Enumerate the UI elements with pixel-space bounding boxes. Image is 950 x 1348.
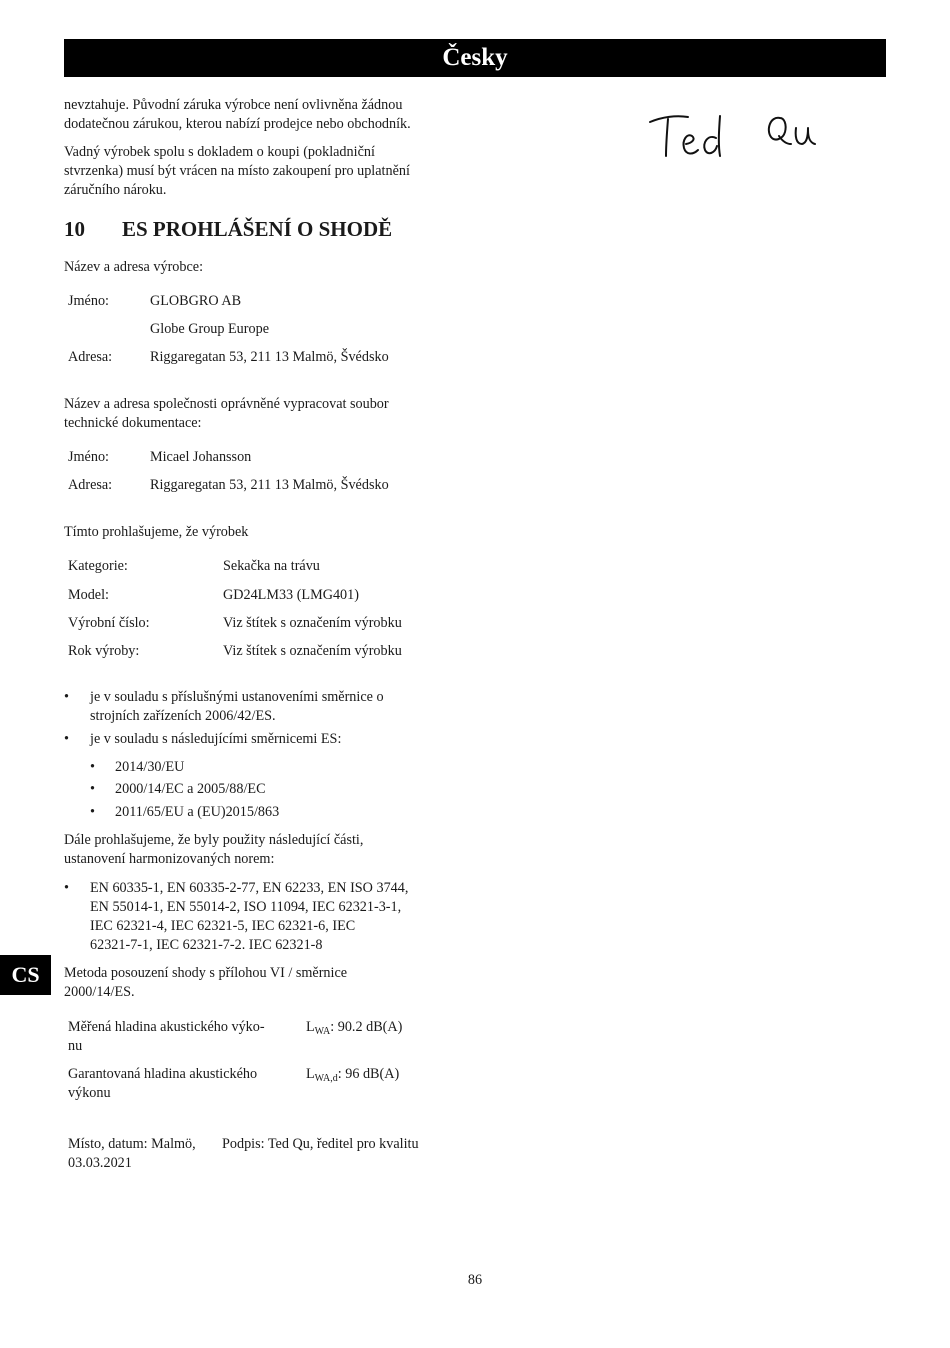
language-side-tab: CS — [0, 955, 51, 995]
place-date-line: 03.03.2021 — [68, 1155, 132, 1171]
compliance-item-2: je v souladu s následujícími směrnicemi ES: — [90, 731, 342, 747]
bullet-icon: • — [90, 759, 95, 775]
standards-line: EN 60335-1, EN 60335-2-77, EN 62233, EN ISO 3744, — [90, 880, 409, 896]
handwritten-signature — [640, 100, 840, 170]
place-date — [68, 1135, 196, 1173]
measured-value: : 90.2 dB(A) — [330, 1019, 403, 1035]
measured-label-line: Měřená hladina akustického výko- — [68, 1019, 265, 1035]
tech-docs-address-value: Riggaregatan 53, 211 13 Malmö, Švédsko — [150, 477, 389, 493]
standards-line: 62321-7-1, IEC 62321-7-2. IEC 62321-8 — [90, 937, 323, 953]
intro-line: nevztahuje. Původní záruka výrobce není ovlivněna žádnou — [64, 97, 403, 113]
guaranteed-label-line: Garantovaná hladina akustického — [68, 1066, 258, 1082]
standards-intro — [64, 831, 459, 869]
tech-docs-intro-line: Název a adresa společnosti oprávněné vypracovat soubor — [64, 396, 389, 412]
signature-caption: Podpis: Ted Qu, ředitel pro kvalitu — [222, 1136, 419, 1152]
product-row-value: GD24LM33 (LMG401) — [223, 587, 359, 603]
guaranteed-subscript: WA,d — [314, 1073, 338, 1084]
tech-docs-name-value: Micael Johansson — [150, 449, 252, 465]
bullet-icon: • — [90, 781, 95, 797]
assessment-line: Metoda posouzení shody s přílohou VI / směrnice — [64, 965, 348, 981]
page-header-title: Česky — [64, 39, 886, 77]
intro-paragraph-1 — [64, 96, 459, 134]
guaranteed-value: : 96 dB(A) — [337, 1066, 400, 1082]
standards-intro-line: ustanovení harmonizovaných norem: — [64, 851, 275, 867]
product-row-label: Model: — [68, 587, 109, 603]
measured-level-label — [68, 1018, 265, 1056]
product-row-value: Viz štítek s označením výrobku — [223, 615, 402, 631]
manufacturer-address-label: Adresa: — [68, 349, 113, 365]
intro-line: záručního nároku. — [64, 182, 167, 198]
directive-item: 2014/30/EU — [115, 759, 185, 775]
bullet-icon: • — [64, 689, 69, 705]
measured-label-line: nu — [68, 1038, 83, 1054]
intro-paragraph-2 — [64, 143, 459, 200]
intro-line: dodatečnou zárukou, kterou nabízí prodejce nebo obchodník. — [64, 116, 411, 132]
standards-intro-line: Dále prohlašujeme, že byly použity následující části, — [64, 832, 364, 848]
place-date-line: Místo, datum: Malmö, — [68, 1136, 196, 1152]
page-number: 86 — [467, 1272, 483, 1288]
guaranteed-label-line: výkonu — [68, 1085, 111, 1101]
guaranteed-level-label — [68, 1065, 257, 1103]
product-row-value: Sekačka na trávu — [223, 558, 320, 574]
guaranteed-level-value — [306, 1065, 399, 1084]
assessment-line: 2000/14/ES. — [64, 984, 135, 1000]
tech-docs-name-label: Jméno: — [68, 449, 109, 465]
measured-level-value — [306, 1018, 402, 1037]
standards-list — [90, 879, 408, 955]
standards-line: EN 55014-1, EN 55014-2, ISO 11094, IEC 62321-3-1, — [90, 899, 402, 915]
directive-item: 2000/14/EC a 2005/88/EC — [115, 781, 266, 797]
measured-symbol: L — [306, 1019, 315, 1035]
manufacturer-intro: Název a adresa výrobce: — [64, 259, 204, 275]
bullet-icon: • — [90, 804, 95, 820]
product-row-label: Výrobní číslo: — [68, 615, 150, 631]
intro-line: Vadný výrobek spolu s dokladem o koupi (pokladniční — [64, 144, 375, 160]
compliance-line: je v souladu s příslušnými ustanoveními směrnice o — [90, 689, 384, 705]
measured-subscript: WA — [314, 1026, 331, 1037]
compliance-item-1 — [90, 688, 384, 726]
intro-line: stvrzenka) musí být vrácen na místo zakoupení pro uplatnění — [64, 163, 410, 179]
manufacturer-address-value: Riggaregatan 53, 211 13 Malmö, Švédsko — [150, 349, 389, 365]
tech-docs-address-label: Adresa: — [68, 477, 113, 493]
standards-line: IEC 62321-4, IEC 62321-5, IEC 62321-6, IEC — [90, 918, 356, 934]
guaranteed-symbol: L — [306, 1066, 315, 1082]
section-number: 10 — [64, 217, 85, 241]
assessment-paragraph — [64, 964, 459, 1002]
directive-item: 2011/65/EU a (EU)2015/863 — [115, 804, 280, 820]
manufacturer-name-value: GLOBGRO AB — [150, 293, 242, 309]
tech-docs-intro-line: technické dokumentace: — [64, 415, 202, 431]
manufacturer-name-value-2: Globe Group Europe — [150, 321, 269, 337]
manufacturer-name-label: Jméno: — [68, 293, 109, 309]
bullet-icon: • — [64, 880, 69, 896]
tech-docs-intro — [64, 395, 459, 433]
product-row-label: Kategorie: — [68, 558, 128, 574]
section-title: ES PROHLÁŠENÍ O SHODĚ — [122, 217, 393, 241]
compliance-line: strojních zařízeních 2006/42/ES. — [90, 708, 276, 724]
product-intro: Tímto prohlašujeme, že výrobek — [64, 524, 249, 540]
product-row-label: Rok výroby: — [68, 643, 140, 659]
section-heading — [64, 216, 392, 242]
product-row-value: Viz štítek s označením výrobku — [223, 643, 402, 659]
bullet-icon: • — [64, 731, 69, 747]
